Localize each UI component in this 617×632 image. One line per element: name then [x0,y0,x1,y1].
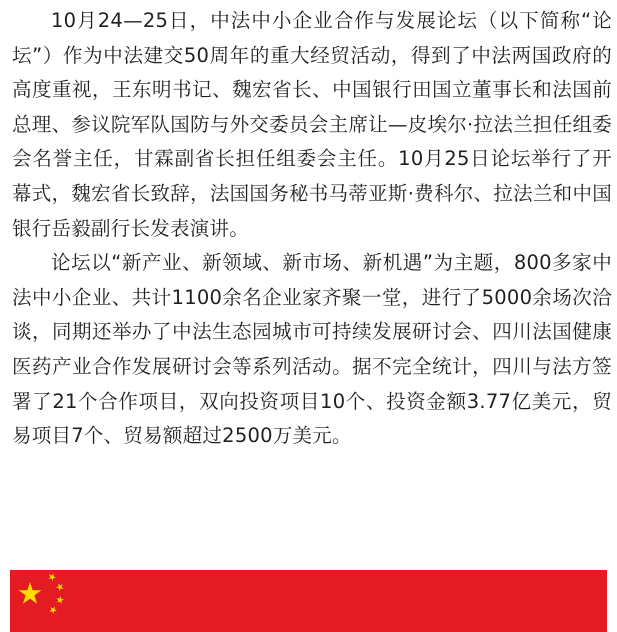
article-body [12,4,612,454]
large-star-icon [19,582,42,604]
small-star-icon [48,605,58,615]
paragraph-forum-results: 论坛以“新产业、新领域、新市场、新机遇”为主题，800多家中法中小企业、共计1100余名企业家齐聚一堂，进行了5000余场次洽谈，同期还举办了中法生态园城市可持续发展研讨会、四川法国健康医药产业合作发展研讨会等系列活动。据不完全统计，四川与法方签署了21个合作项目，双向投资项目10个、投资金额3.77亿美元，贸易项目7个、贸易额超过2500万美元。 [12,251,612,448]
paragraph-forum-overview: 10月24—25日，中法中小企业合作与发展论坛（以下简称“论坛”）作为中法建交50周年的重大经贸活动，得到了中法两国政府的高度重视，王东明书记、魏宏省长、中国银行田国立董事长和法国前总理、参议院军队国防与外交委员会主席让—皮埃尔·拉法兰担任组委会名誉主任，甘霖副省长担任组委会主任。10月25日论坛举行了开幕式，魏宏省长致辞，法国国务秘书马蒂亚斯·费科尔、拉法兰和中国银行岳毅副行长发表演讲。 [12,9,612,240]
small-star-icon [56,595,65,603]
small-star-icon [55,581,65,591]
chinese-flag-banner [10,570,607,632]
small-star-icon [47,572,57,582]
flag-stars-icon [10,570,607,632]
